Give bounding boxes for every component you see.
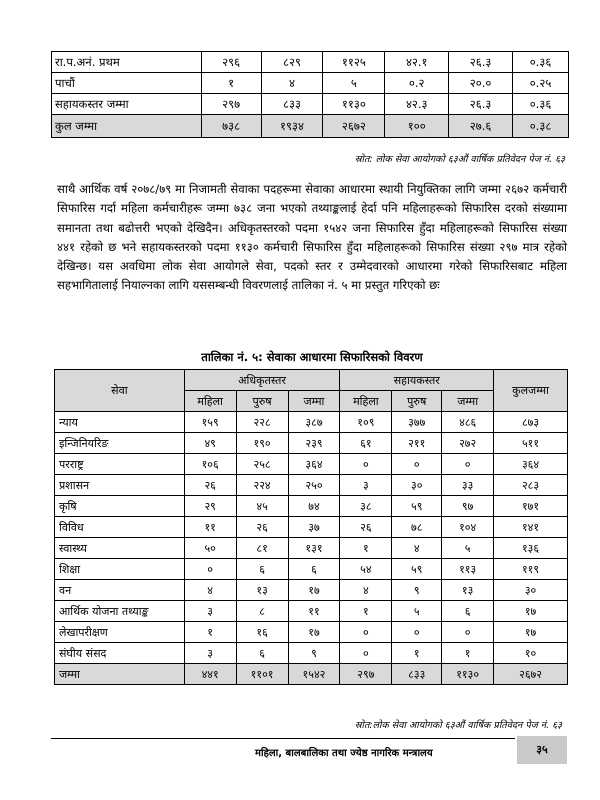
table-cell: ६	[236, 643, 288, 664]
table-cell: २६.३	[449, 94, 513, 115]
table-cell: ८१	[236, 538, 288, 559]
table-row	[55, 622, 568, 643]
table-cell: १	[442, 643, 494, 664]
header-assistant-total: जम्मा	[442, 391, 494, 412]
row-label: रा.प.अनं. प्रथम	[52, 52, 202, 73]
table-cell: ९	[288, 643, 340, 664]
table-cell: ०	[442, 454, 494, 475]
table-cell: १७	[288, 622, 340, 643]
table-cell: १६	[236, 622, 288, 643]
table-cell: २०.०	[449, 73, 513, 94]
table-cell: ११९	[494, 559, 568, 580]
table-cell: १०९	[340, 412, 392, 433]
header-grand-total: कुलजम्मा	[494, 370, 568, 412]
table-cell: १०	[494, 643, 568, 664]
table-cell: १५४२	[288, 664, 340, 685]
table-cell: ३७७	[392, 412, 442, 433]
table-cell: ३	[184, 601, 236, 622]
table-cell: २७२	[442, 433, 494, 454]
table-cell: ५	[442, 538, 494, 559]
table-cell: ५४	[340, 559, 392, 580]
table-cell: ७४	[288, 496, 340, 517]
row-label: पाचौं	[52, 73, 202, 94]
row-label: कुल जम्मा	[52, 115, 202, 138]
row-label: इन्जिनियरिङ	[55, 433, 185, 454]
table-cell: ५०	[184, 538, 236, 559]
service-recommendation-table	[54, 369, 568, 685]
table-cell: ०	[184, 559, 236, 580]
table-cell: १	[184, 622, 236, 643]
body-paragraph: साथै आर्थिक वर्ष २०७८/७९ मा निजामती सेवाका पदहरूमा सेवाका आधारमा स्थायी नियुक्तिका लागि जम्मा २६७२ कर्मचारी सिफारिस गर्दा महिला कर्मचारीहरू जम्मा ७३८ जना भएको तथ्याङ्कलाई हेर्दा पनि महिलाहरूको सिफारिस दरको संख्यामा समानता तथा बढोत्तरी भएको देखिदैन। अधिकृतस्तरको पदमा १५४२ जना सिफारिस हुँदा महिलाहरूको सिफारिस संख्या ४४१ रहेको छ भने सहायकस्तरको पदमा ११३० कर्मचारी सिफारिस हुँदा महिलाहरूको सिफारिस संख्या २९७ मात्र रहेको देखिन्छ। यस अवधिमा लोक सेवा आयोगले सेवा, पदको स्तर र उम्मेदवारको आधारमा गरेको सिफारिसबाट महिला सहभागितालाई नियाल्नका लागि यससम्बन्धी विवरणलाई तालिका नं. ५ मा प्रस्तुत गरिएको छः	[57, 182, 567, 293]
summary-table	[51, 51, 569, 138]
table-cell: ७३८	[201, 115, 261, 138]
row-label: संघीय संसद	[55, 643, 185, 664]
table-row	[55, 496, 568, 517]
table-row	[55, 580, 568, 601]
table-cell: ४४१	[184, 664, 236, 685]
header-officer-male: पुरुष	[236, 391, 288, 412]
table-cell: २६.३	[449, 52, 513, 73]
table-cell: १	[201, 73, 261, 94]
header-service: सेवा	[55, 370, 185, 412]
header-officer-total: जम्मा	[288, 391, 340, 412]
table-cell: ११२५	[323, 52, 385, 73]
table-row	[55, 412, 568, 433]
table-cell: ०.२५	[513, 73, 569, 94]
table-cell: ४८६	[442, 412, 494, 433]
table-cell: १९०	[236, 433, 288, 454]
table-cell: २९६	[201, 52, 261, 73]
table-cell: २५०	[288, 475, 340, 496]
row-label: विविध	[55, 517, 185, 538]
table-cell: २६	[184, 475, 236, 496]
page-number: ३५	[517, 736, 567, 764]
table-cell: २७.६	[449, 115, 513, 138]
table-cell: १०६	[184, 454, 236, 475]
table-cell: ०.३६	[513, 52, 569, 73]
table-cell: ९७	[442, 496, 494, 517]
table-cell: ४	[184, 580, 236, 601]
table-cell: १५९	[184, 412, 236, 433]
table-cell: ११३	[442, 559, 494, 580]
table-cell: १३	[442, 580, 494, 601]
row-label: आर्थिक योजना तथ्याङ्क	[55, 601, 185, 622]
table-cell: ३६४	[288, 454, 340, 475]
table-cell: २२८	[236, 412, 288, 433]
table-cell: ३०	[392, 475, 442, 496]
total-row	[55, 664, 568, 685]
table-cell: २६	[236, 517, 288, 538]
table-cell: ४	[392, 538, 442, 559]
table-row	[55, 475, 568, 496]
header-officer-female: महिला	[184, 391, 236, 412]
table-cell: ५९	[392, 559, 442, 580]
row-label: कृषि	[55, 496, 185, 517]
table-cell: २६	[340, 517, 392, 538]
table-cell: ११३०	[323, 94, 385, 115]
table-cell: २८३	[494, 475, 568, 496]
table-cell: ९	[392, 580, 442, 601]
row-label: लेखापरीक्षण	[55, 622, 185, 643]
row-label: सहायकस्तर जम्मा	[52, 94, 202, 115]
table-cell: १७	[494, 601, 568, 622]
row-label: शिक्षा	[55, 559, 185, 580]
table-cell: ५	[392, 601, 442, 622]
row-label: जम्मा	[55, 664, 185, 685]
table-row	[55, 454, 568, 475]
table-cell: ८	[236, 601, 288, 622]
header-officer: अधिकृतस्तर	[184, 370, 340, 391]
table-cell: १	[392, 643, 442, 664]
table-cell: ३३	[442, 475, 494, 496]
table1-source: स्रोत: लोक सेवा आयोगको ६३औं वार्षिक प्रतिवेदन पेज नं. ६३	[355, 154, 565, 165]
table-cell: ५	[323, 73, 385, 94]
table-cell: ३	[184, 643, 236, 664]
table-cell: ०	[392, 622, 442, 643]
header-assistant-male: पुरुष	[392, 391, 442, 412]
table-cell: ४५	[236, 496, 288, 517]
footer-ministry: महिला, बालबालिका तथा ज्येष्ठ नागरिक मन्त्रालय	[255, 748, 433, 759]
table-cell: १४१	[494, 517, 568, 538]
table-cell: ०	[340, 622, 392, 643]
table-cell: ६	[236, 559, 288, 580]
table-cell: १३१	[288, 538, 340, 559]
table-cell: ६	[288, 559, 340, 580]
table-row	[55, 601, 568, 622]
table-cell: ३८	[340, 496, 392, 517]
table-cell: ४२.३	[385, 94, 449, 115]
table-row	[55, 559, 568, 580]
table-cell: १९३४	[261, 115, 323, 138]
table-cell: ११	[288, 601, 340, 622]
table-cell: ५९	[392, 496, 442, 517]
table-cell: ३६४	[494, 454, 568, 475]
table-cell: २११	[392, 433, 442, 454]
table-cell: १३	[236, 580, 288, 601]
table-cell: ५११	[494, 433, 568, 454]
table-cell: ४२.१	[385, 52, 449, 73]
table-cell: २९७	[340, 664, 392, 685]
table-cell: ०.२	[385, 73, 449, 94]
table-row	[52, 73, 569, 94]
table-cell: ४	[261, 73, 323, 94]
table-cell: १७	[494, 622, 568, 643]
table-cell: ६	[442, 601, 494, 622]
table-cell: २३९	[288, 433, 340, 454]
table-cell: ०	[340, 454, 392, 475]
table-cell: ७८	[392, 517, 442, 538]
table-cell: ३८७	[288, 412, 340, 433]
table-cell: ०	[392, 454, 442, 475]
table-cell: २६७२	[323, 115, 385, 138]
table-cell: ०	[340, 643, 392, 664]
row-label: प्रशासन	[55, 475, 185, 496]
table-cell: ३७	[288, 517, 340, 538]
table-cell: ११०१	[236, 664, 288, 685]
table-cell: २६७२	[494, 664, 568, 685]
table-row	[52, 52, 569, 73]
table-cell: २२४	[236, 475, 288, 496]
header-assistant-female: महिला	[340, 391, 392, 412]
footer-rule	[51, 738, 515, 739]
table-cell: १००	[385, 115, 449, 138]
table-cell: ८७३	[494, 412, 568, 433]
table-cell: १	[340, 538, 392, 559]
table-cell: ८३३	[392, 664, 442, 685]
table-cell: ६१	[340, 433, 392, 454]
total-row	[52, 115, 569, 138]
table-cell: १०४	[442, 517, 494, 538]
table-cell: ४९	[184, 433, 236, 454]
table2-title: तालिका नं. ५: सेवाका आधारमा सिफारिसको विवरण	[201, 350, 423, 364]
table-cell: १७१	[494, 496, 568, 517]
row-label: परराष्ट्र	[55, 454, 185, 475]
table-row	[55, 643, 568, 664]
table-cell: ११	[184, 517, 236, 538]
table-row	[55, 433, 568, 454]
table-row	[55, 517, 568, 538]
table-cell: १३६	[494, 538, 568, 559]
table-cell: २९७	[201, 94, 261, 115]
table-cell: ८३३	[261, 94, 323, 115]
row-label: स्वास्थ्य	[55, 538, 185, 559]
table-cell: २५८	[236, 454, 288, 475]
row-label: न्याय	[55, 412, 185, 433]
table-cell: ०.३८	[513, 115, 569, 138]
table-cell: ३	[340, 475, 392, 496]
header-assistant: सहायकस्तर	[340, 370, 494, 391]
table-cell: ०.३६	[513, 94, 569, 115]
table-row	[55, 538, 568, 559]
table-cell: ८२९	[261, 52, 323, 73]
table-cell: २९	[184, 496, 236, 517]
table2-source: स्रोत:लोक सेवा आयोगको ६३औं वार्षिक प्रतिवेदन पेज नं. ६३	[355, 720, 562, 731]
table-cell: ३०	[494, 580, 568, 601]
table-cell: १	[340, 601, 392, 622]
table-cell: ०	[442, 622, 494, 643]
table-cell: १७	[288, 580, 340, 601]
row-label: वन	[55, 580, 185, 601]
table-cell: ४	[340, 580, 392, 601]
table-row	[52, 94, 569, 115]
table-cell: ११३०	[442, 664, 494, 685]
